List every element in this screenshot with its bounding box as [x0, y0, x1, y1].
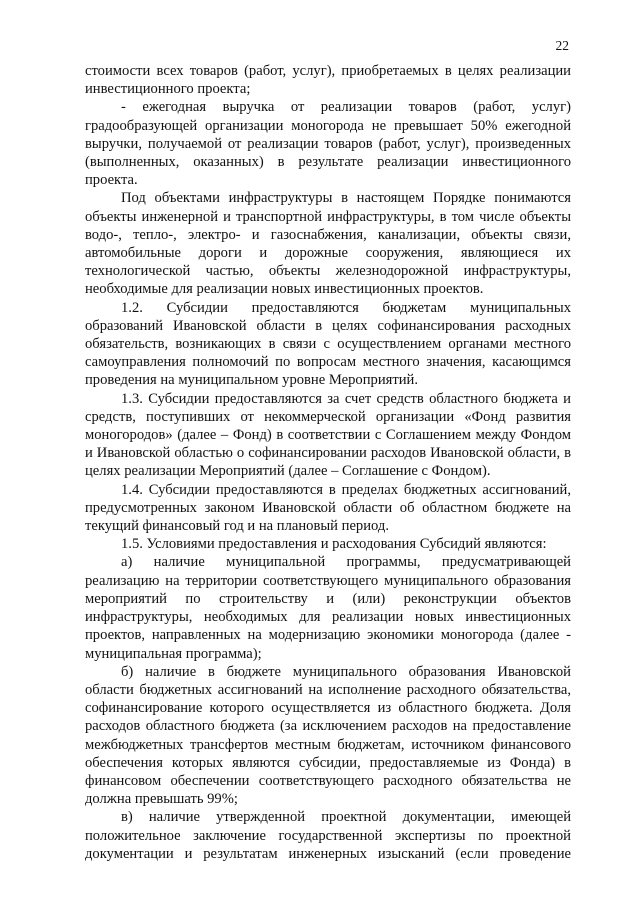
paragraph-continued: стоимости всех товаров (работ, услуг), приобретаемых в целях реализации инвестиционного проекта; [85, 63, 571, 98]
paragraph-infrastructure-definition: Под объектами инфраструктуры в настоящем Порядке понимаются объекты инженерной и транспортной инфраструктуры, в том числе объекты водо-, тепло-, электро- и газоснабжения, канализации, объекты связи, автомобильные дороги и дорожные сооружения, являющиеся их технологической частью, объекты железнодорожной инфраструктуры, необходимые для реализации новых инвестиционных проектов. [85, 190, 571, 298]
paragraph-1-3: 1.3. Субсидии предоставляются за счет средств областного бюджета и средств, поступивших от некоммерческой организации «Фонд развития моногородов» (далее – Фонд) в соответствии с Соглашением между Фондом и Ивановской областью о софинансировании расходов Ивановской области, в целях реализации Мероприятий (далее – Соглашение с Фондом). [85, 390, 571, 480]
paragraph-1-5: 1.5. Условиями предоставления и расходования Субсидий являются: [121, 536, 547, 553]
paragraph-1-2: 1.2. Субсидии предоставляются бюджетам муниципальных образований Ивановской области в целях софинансирования расходных обязательств, возникающих в связи с осуществлением органами местного самоуправления полномочий по вопросам местного значения, касающимся проведения на муниципальном уровне Мероприятий. [85, 299, 571, 389]
page-number: 22 [555, 38, 569, 53]
document-body [85, 62, 571, 863]
paragraph-condition-a: а) наличие муниципальной программы, предусматривающей реализацию на территории соответствующего муниципального образования мероприятий по строительству и (или) реконструкции объектов инфраструктуры, необходимых для реализации новых инвестиционных проектов, направленных на модернизацию экономики моногорода (далее - муниципальная программа); [85, 554, 571, 662]
paragraph-condition-v: в) наличие утвержденной проектной документации, имеющей положительное заключение государственной экспертизы по проектной документации и результатам инженерных изысканий (если проведение [85, 809, 571, 862]
paragraph-revenue-condition: - ежегодная выручка от реализации товаров (работ, услуг) градообразующей организации моногорода не превышает 50% ежегодной выручки, получаемой от реализации товаров (работ, услуг), произведенных (выполненных, оказанных) в результате реализации инвестиционного проекта. [85, 99, 571, 189]
paragraph-condition-b: б) наличие в бюджете муниципального образования Ивановской области бюджетных ассигнований на исполнение расходного обязательства, софинансирование которого осуществляется из областного бюджета. Доля расходов областного бюджета (за исключением расходов на предоставление межбюджетных трансфертов местным бюджетам, источником финансового обеспечения которых являются субсидии, предоставляемые из Фонда) в финансовом обеспечении соответствующего расходного обязательства не должна превышать 99%; [85, 663, 571, 808]
paragraph-1-4: 1.4. Субсидии предоставляются в пределах бюджетных ассигнований, предусмотренных законом Ивановской области об областном бюджете на текущий финансовый год и на плановый период. [85, 481, 571, 535]
